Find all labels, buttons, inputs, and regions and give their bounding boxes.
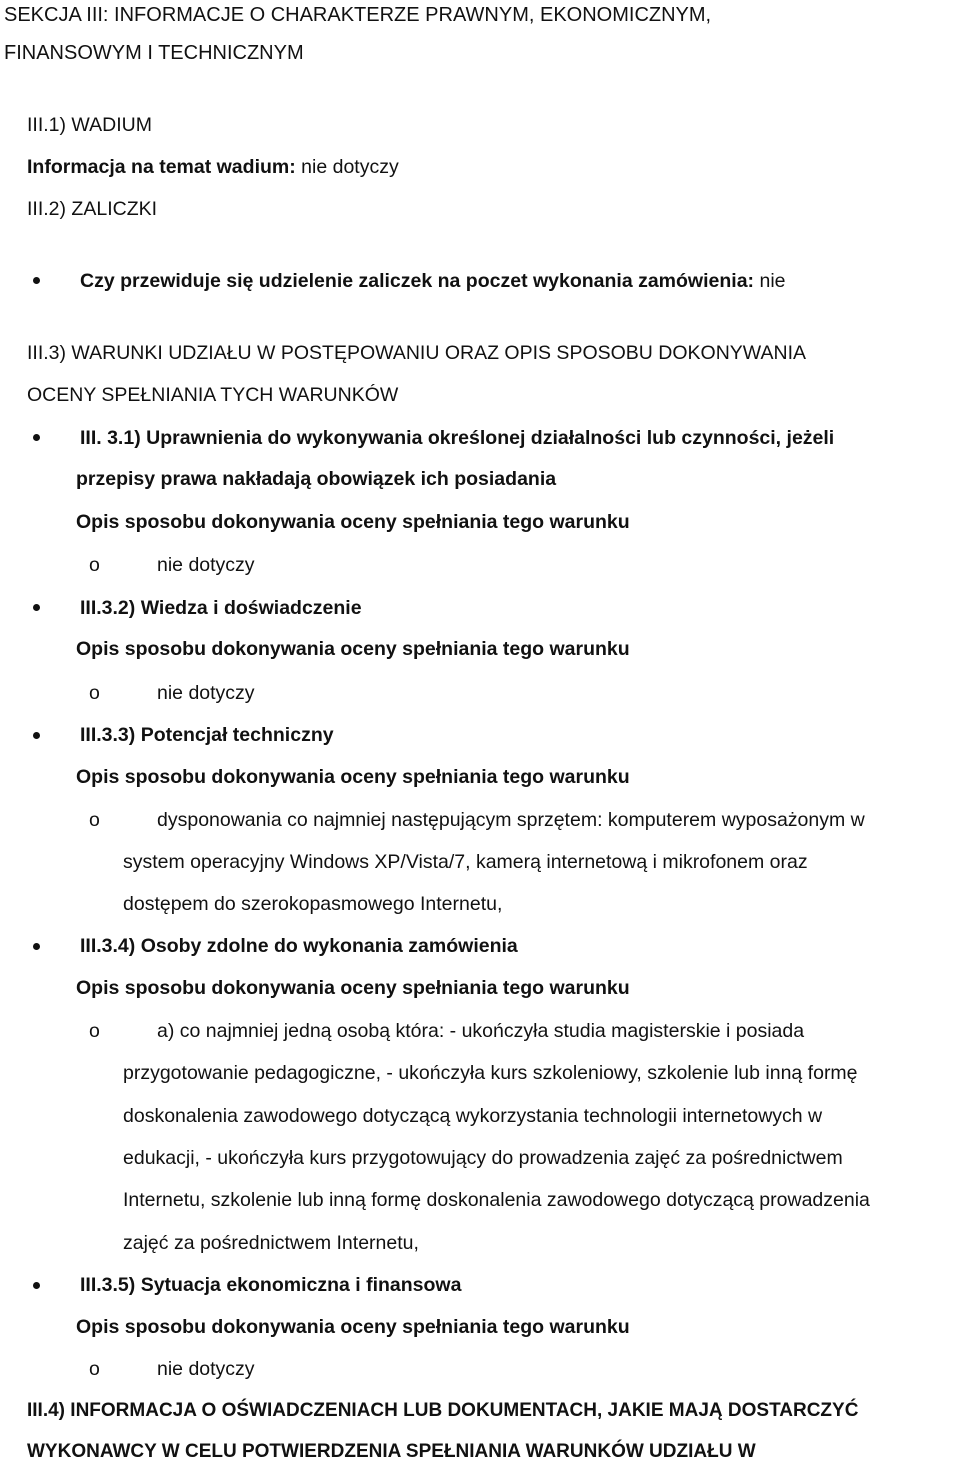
section-title-line-2: FINANSOWYM I TECHNICZNYM bbox=[4, 42, 304, 64]
item-2-title: III.3.2) Wiedza i doświadczenie bbox=[80, 597, 362, 619]
item-4-detail-line-1: a) co najmniej jedną osobą która: - ukończyła studia magisterskie i posiada bbox=[157, 1020, 805, 1042]
item-3-opis-label: Opis sposobu dokonywania oceny spełniania tego warunku bbox=[76, 766, 630, 788]
oswiadczenia-heading-line-1: III.4) INFORMACJA O OŚWIADCZENIACH LUB DOKUMENTACH, JAKIE MAJĄ DOSTARCZYĆ bbox=[27, 1400, 859, 1421]
wadium-info-label: Informacja na temat wadium: bbox=[27, 156, 296, 178]
zaliczki-bullet bbox=[33, 277, 40, 284]
zaliczki-answer: nie bbox=[759, 270, 786, 292]
wadium-info-value: nie dotyczy bbox=[301, 156, 399, 178]
item-4-detail-line-5: Internetu, szkolenie lub inną formę doskonalenia zawodowego dotyczącą prowadzenia bbox=[123, 1189, 870, 1211]
item-3-detail-line-1: dysponowania co najmniej następującym sprzętem: komputerem wyposażonym w bbox=[157, 809, 865, 831]
item-4-bullet bbox=[33, 943, 40, 950]
item-3-bullet bbox=[33, 732, 40, 739]
item-3-circle-marker: o bbox=[89, 809, 100, 831]
item-5-title: III.3.5) Sytuacja ekonomiczna i finansowa bbox=[80, 1274, 462, 1296]
item-4-detail-line-6: zajęć za pośrednictwem Internetu, bbox=[123, 1232, 419, 1254]
zaliczki-question-text: Czy przewiduje się udzielenie zaliczek na poczet wykonania zamówienia: bbox=[80, 270, 755, 292]
warunki-heading-line-2: OCENY SPEŁNIANIA TYCH WARUNKÓW bbox=[27, 384, 399, 406]
item-2-circle-marker: o bbox=[89, 682, 100, 704]
item-1-circle-marker: o bbox=[89, 554, 100, 576]
item-1-title-line-1: III. 3.1) Uprawnienia do wykonywania określonej działalności lub czynności, jeżeli bbox=[80, 427, 835, 449]
item-4-opis-label: Opis sposobu dokonywania oceny spełniania tego warunku bbox=[76, 977, 630, 999]
item-5-bullet bbox=[33, 1282, 40, 1289]
item-3-detail-line-3: dostępem do szerokopasmowego Internetu, bbox=[123, 893, 503, 915]
item-1-opis-label: Opis sposobu dokonywania oceny spełniania tego warunku bbox=[76, 511, 630, 533]
zaliczki-heading: III.2) ZALICZKI bbox=[27, 198, 158, 220]
section-title-line-1: SEKCJA III: INFORMACJE O CHARAKTERZE PRAWNYM, EKONOMICZNYM, bbox=[4, 4, 712, 26]
item-5-detail: nie dotyczy bbox=[157, 1358, 255, 1380]
item-4-detail-line-4: edukacji, - ukończyła kurs przygotowujący do prowadzenia zajęć za pośrednictwem bbox=[123, 1147, 843, 1169]
oswiadczenia-heading-line-2: WYKONAWCY W CELU POTWIERDZENIA SPEŁNIANIA WARUNKÓW UDZIAŁU W bbox=[27, 1441, 756, 1462]
wadium-heading: III.1) WADIUM bbox=[27, 114, 152, 136]
item-2-detail: nie dotyczy bbox=[157, 682, 255, 704]
item-3-detail-line-2: system operacyjny Windows XP/Vista/7, kamerą internetową i mikrofonem oraz bbox=[123, 851, 808, 873]
wadium-info bbox=[27, 155, 399, 179]
item-4-title: III.3.4) Osoby zdolne do wykonania zamówienia bbox=[80, 935, 518, 957]
item-1-detail: nie dotyczy bbox=[157, 554, 255, 576]
item-2-opis-label: Opis sposobu dokonywania oceny spełniania tego warunku bbox=[76, 638, 630, 660]
warunki-heading-line-1: III.3) WARUNKI UDZIAŁU W POSTĘPOWANIU ORAZ OPIS SPOSOBU DOKONYWANIA bbox=[27, 342, 807, 364]
item-1-bullet bbox=[33, 434, 40, 441]
item-4-circle-marker: o bbox=[89, 1020, 100, 1042]
zaliczki-question bbox=[80, 269, 786, 293]
item-4-detail-line-2: przygotowanie pedagogiczne, - ukończyła kurs szkoleniowy, szkolenie lub inną formę bbox=[123, 1062, 858, 1084]
item-2-bullet bbox=[33, 604, 40, 611]
item-4-detail-line-3: doskonalenia zawodowego dotyczącą wykorzystania technologii internetowych w bbox=[123, 1105, 823, 1127]
item-3-title: III.3.3) Potencjał techniczny bbox=[80, 724, 334, 746]
item-1-title-line-2: przepisy prawa nakładają obowiązek ich posiadania bbox=[76, 468, 557, 490]
item-5-opis-label: Opis sposobu dokonywania oceny spełniania tego warunku bbox=[76, 1316, 630, 1338]
item-5-circle-marker: o bbox=[89, 1358, 100, 1380]
